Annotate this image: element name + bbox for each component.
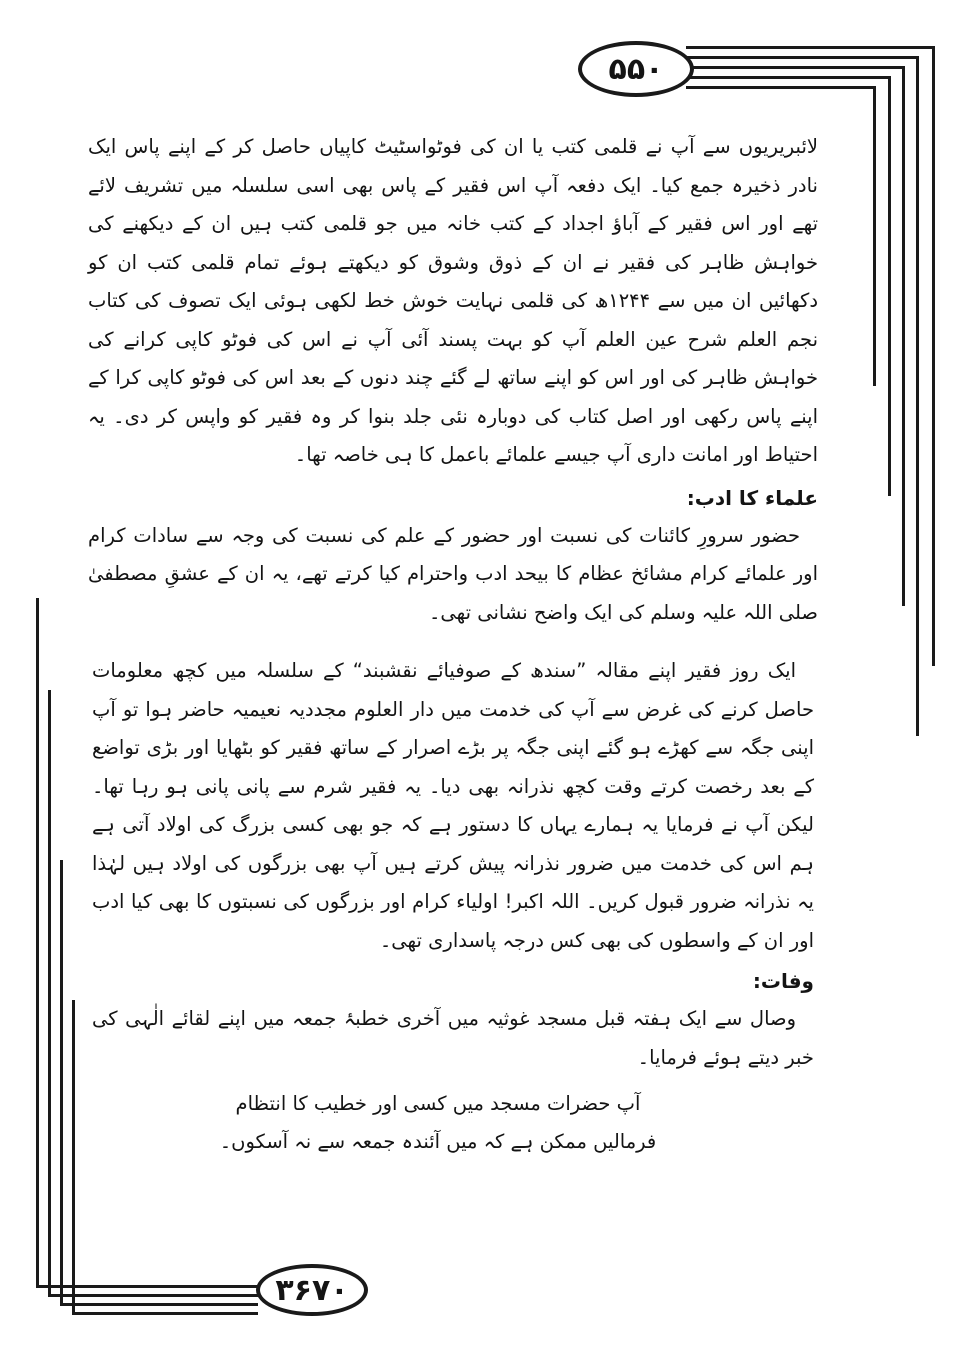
frame-line-right-4 <box>888 76 891 496</box>
frame-line-right-3 <box>902 66 905 606</box>
page-number-bottom: ۳۶۷۰ <box>256 1264 368 1316</box>
paragraph-visit-darul-uloom: ایک روز فقیر اپنے مقالہ ”سندھ کے صوفیائے نقشبند“ کے سلسلہ میں کچھ معلومات حاصل کرنے کی غرض سے آپ کی خدمت میں دار العلوم مجددیہ نعیمیہ حاضر ہوا تو آپ اپنی جگہ سے کھڑے ہو گئے اپنی جگہ پر بڑے اصرار کے ساتھ فقیر کو بٹھایا اور بڑی تواضع کے بعد رخصت کرتے وقت کچھ نذرانہ بھی دیا۔ یہ فقیر شرم سے پانی پانی ہو رہا تھا۔ لیکن آپ نے فرمایا یہ ہمارے یہاں کا دستور ہے کہ جو بھی کسی بزرگ کی اولاد آتی ہے ہم اس کی خدمت میں ضرور نذرانہ پیش کرتے ہیں آپ بھی بزرگوں کی اولاد ہیں لہٰذا یہ نذرانہ ضرور قبول کریں۔ اللہ اکبر! اولیاء کرام اور بزرگوں کی نسبتوں کا بھی کیا ادب اور ان کے واسطوں کی بھی کس درجہ پاسداری تھی۔ <box>92 659 814 952</box>
heading-wafat: وفات: <box>752 969 814 993</box>
heading-ulama-adab: علماء کا ادب: <box>686 485 818 510</box>
frame-line-left-4 <box>72 1000 75 1314</box>
frame-line-bottom-1 <box>36 1285 258 1288</box>
frame-line-left-3 <box>60 860 63 1306</box>
quote-last-words: آپ حضرات مسجد میں کسی اور خطیب کا انتظام فرمالیں ممکن ہے کہ میں آئندہ جمعہ سے نہ آسکوں۔ <box>219 1092 657 1153</box>
frame-line-top-4 <box>686 76 891 79</box>
paragraph-book-collection: لائبریریوں سے آپ نے قلمی کتب یا ان کی فوٹواسٹیٹ کاپیاں حاصل کر کے اپنے پاس ایک نادر ذخیرہ جمع کیا۔ ایک دفعہ آپ اس فقیر کے پاس بھی اسی سلسلہ میں تشریف لائے تھے اور اس فقیر کے آباؤ اجداد کے کتب خانہ میں جو قلمی کتب ہیں ان کے دیکھنے کی خواہش ظاہر کی فقیر نے ان کے ذوق وشوق کو دیکھتے ہوئے تمام قلمی کتب ان کو دکھائیں ان میں سے ۱۲۴۴ھ کی قلمی نہایت خوش خط لکھی ہوئی ایک تصوف کی کتاب نجم العلم شرح عین العلم آپ کو بہت پسند آئی آپ نے اس کی فوٹو کاپی کرانے کی خواہش ظاہر کی اور اس کو اپنے ساتھ لے گئے چند دنوں کے بعد اس کی فوٹو کاپی کرا کے اپنے پاس رکھی اور اصل کتاب کی دوبارہ نئی جلد بنوا کر وہ فقیر کو واپس کر دی۔ یہ احتیاط اور امانت داری آپ جیسے علمائے باعمل کا ہی خاصہ تھا۔ <box>88 135 818 466</box>
paragraph-respect-for-scholars: حضور سرورِ کائنات کی نسبت اور حضور کے علم کی نسبت کی وجہ سے سادات کرام اور علمائے کرام مشائخ عظام کا بیحد ادب واحترام کیا کرتے تھے، یہ ان کے عشقِ مصطفیٰ صلی اللہ علیہ وسلم کی ایک واضح نشانی تھی۔ <box>88 523 818 624</box>
frame-line-top-5 <box>686 86 876 89</box>
frame-line-left-1 <box>36 598 39 1288</box>
frame-line-top-3 <box>686 66 905 69</box>
body-text-top <box>88 128 818 632</box>
body-text-bottom <box>92 652 814 1161</box>
frame-line-left-2 <box>48 690 51 1296</box>
paragraph-last-sermon: وصال سے ایک ہفتہ قبل مسجد غوثیہ میں آخری خطبۂ جمعہ میں اپنے لقائے الٰہی کی خبر دیتے ہوئے فرمایا۔ <box>92 1007 814 1069</box>
page-number-top: ۵۵۰ <box>578 41 694 97</box>
frame-line-right-5 <box>873 86 876 386</box>
frame-line-top-1 <box>686 46 935 49</box>
frame-line-right-1 <box>932 46 935 666</box>
frame-line-bottom-2 <box>48 1294 258 1297</box>
frame-line-top-2 <box>686 56 919 59</box>
frame-line-right-2 <box>916 56 919 736</box>
frame-line-bottom-3 <box>60 1303 258 1306</box>
frame-line-bottom-4 <box>72 1312 258 1315</box>
